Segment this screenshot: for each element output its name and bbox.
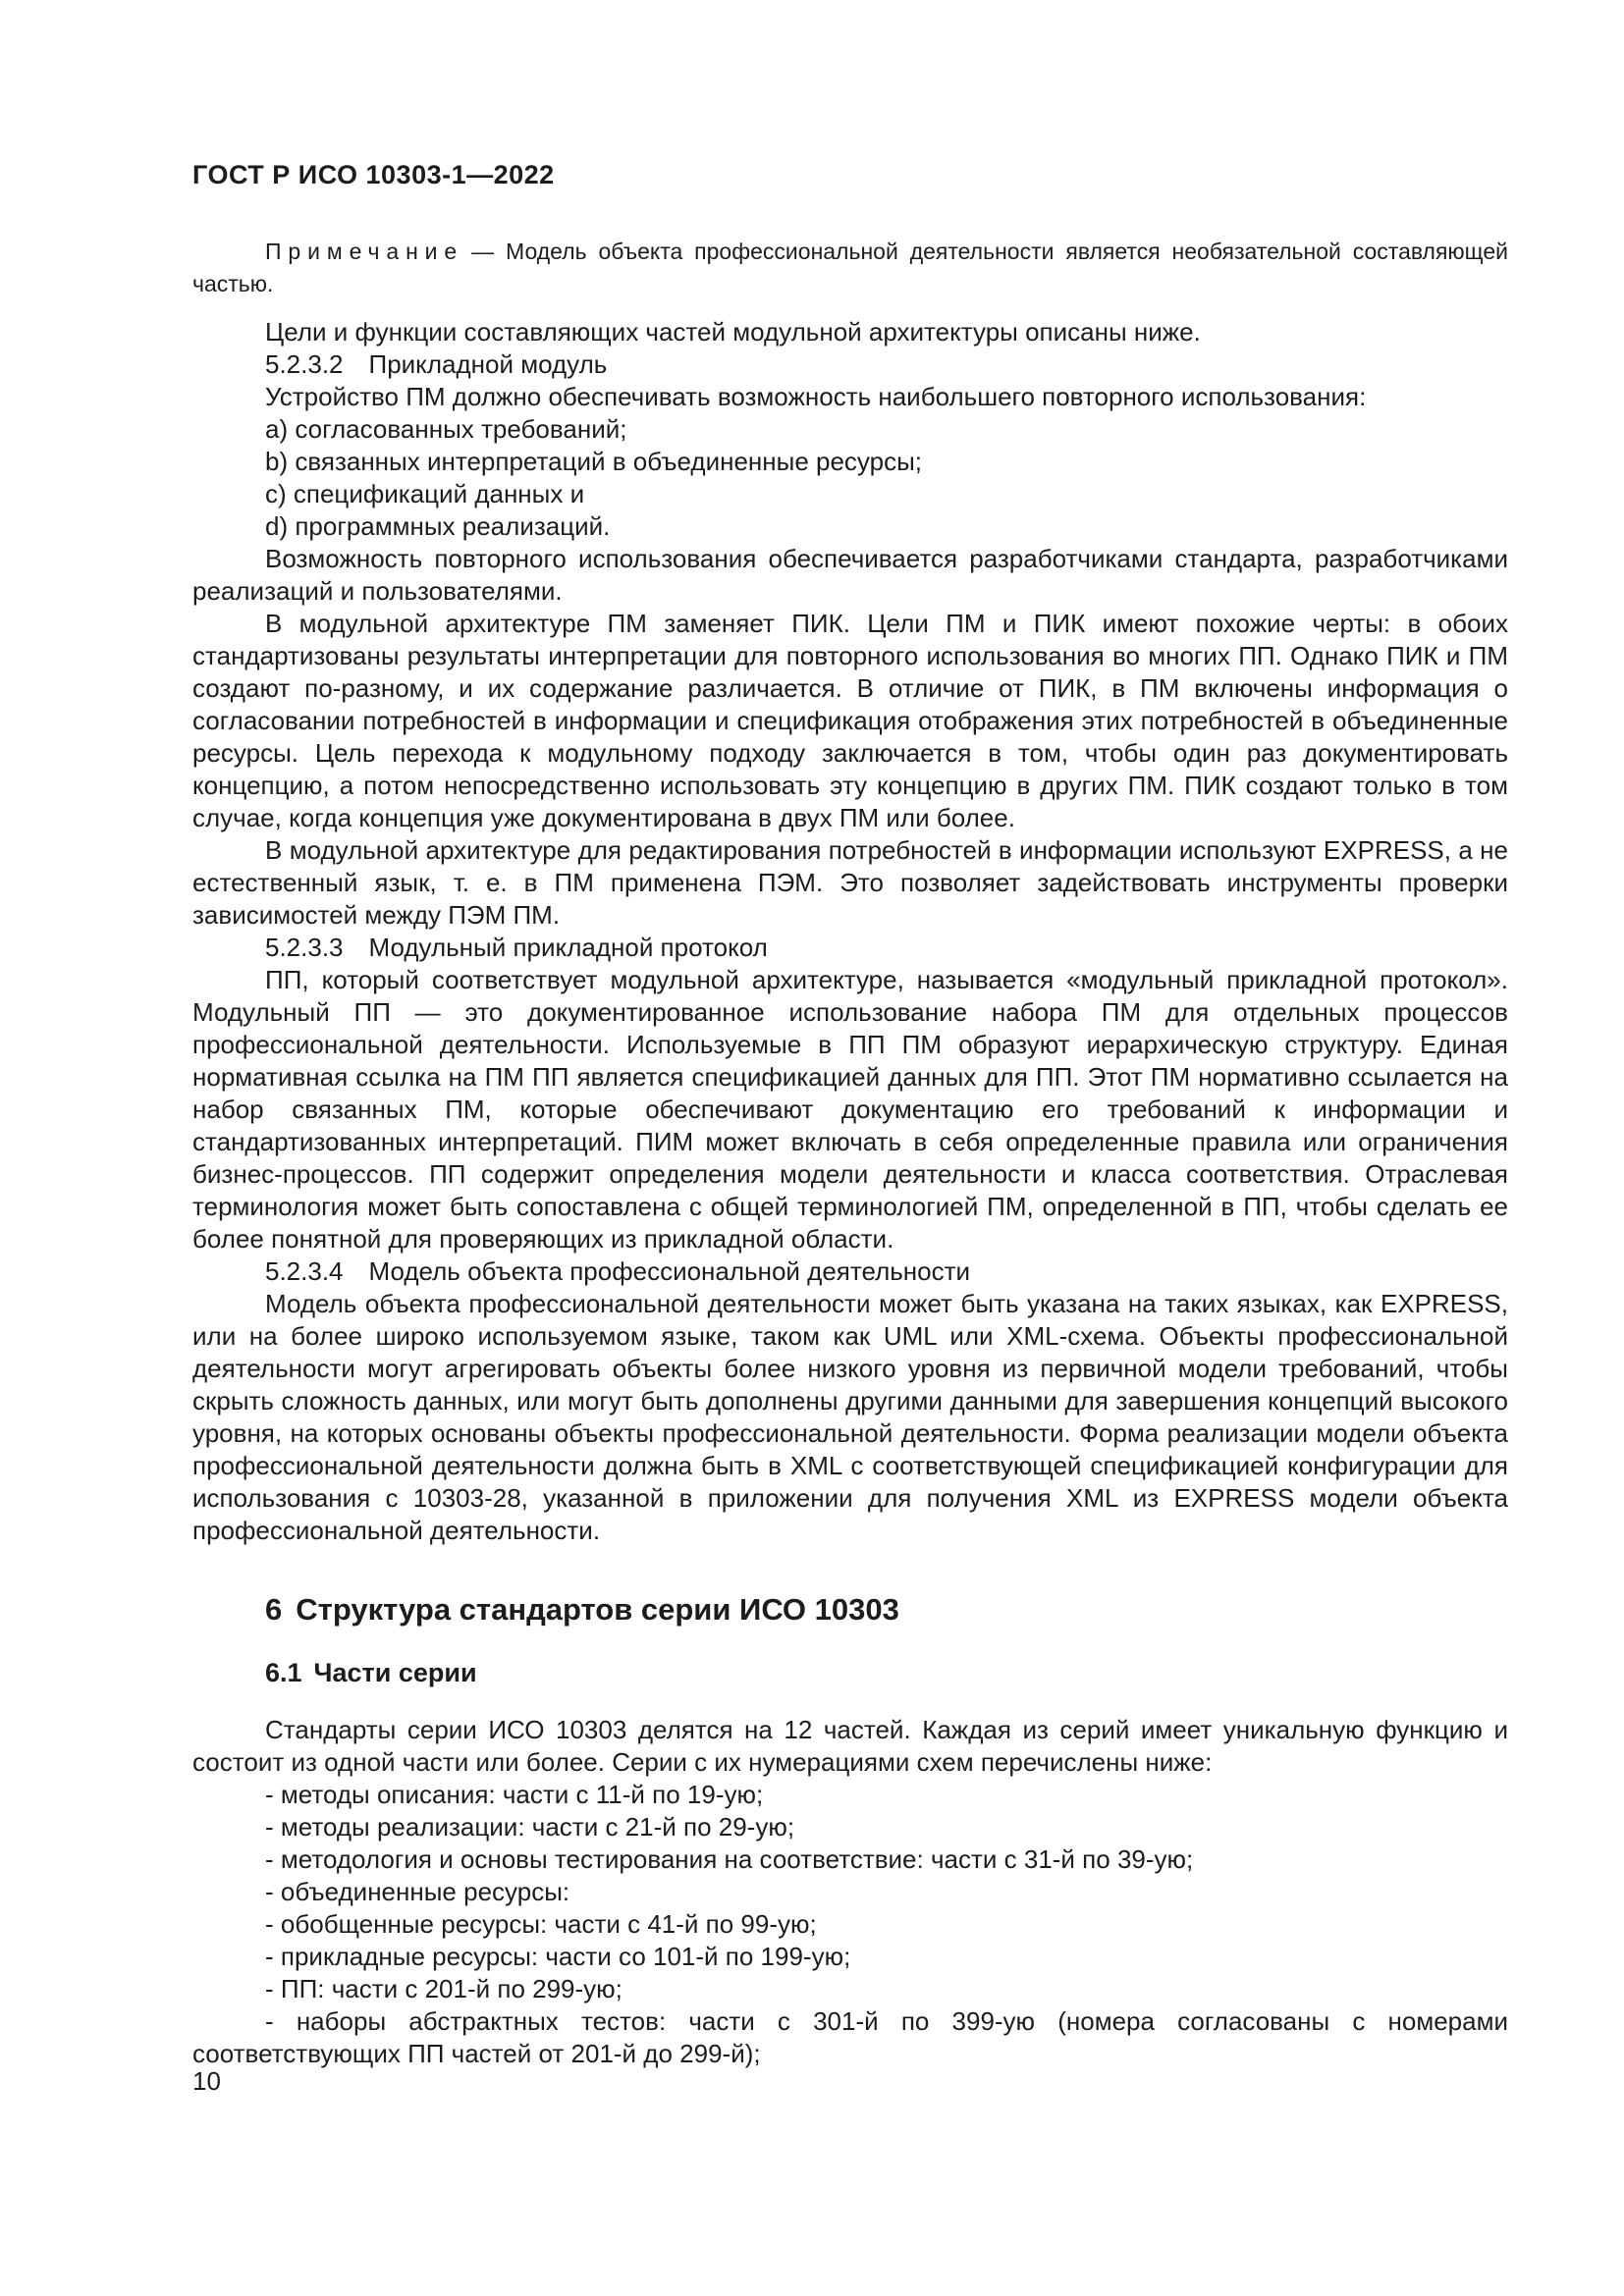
- list-item-d: d) программных реализаций.: [265, 511, 611, 541]
- clause-title: Модель объекта профессиональной деятельности: [368, 1256, 971, 1286]
- paragraph-modular-ap: ПП, который соответствует модульной архитектуре, называется «модульный прикладной протокол». Модульный ПП — это документированное использование набора ПМ для отдельных процессов профессиональной деятельности. Используемые в ПП ПМ образуют иерархическую структуру. Единая нормативная ссылка на ПМ ПП является спецификацией данных для ПП. Этот ПМ нормативно ссылается на набор связанных ПМ, которые обеспечивают документацию его требований к информации и стандартизованных интерпретаций. ПИМ может включать в себя определенные правила или ограничения бизнес-процессов. ПП содержит определения модели деятельности и класса соответствия. Отраслевая терминология может быть сопоставлена с общей терминологией ПМ, определенной в ПП, чтобы сделать ее более понятной для проверяющих из прикладной области.: [192, 965, 1508, 1254]
- list-item-a: a) согласованных требований;: [265, 414, 627, 444]
- paragraph-reuse-providers: Возможность повторного использования обеспечивается разработчиками стандарта, разработчиками реализаций и пользователями.: [192, 544, 1508, 606]
- list-item-implementation-methods: - методы реализации: части с 21-й по 29-ую;: [265, 1812, 795, 1842]
- clause-number: 5.2.3.4: [265, 1256, 344, 1286]
- list-item-c: c) спецификаций данных и: [265, 479, 585, 508]
- subsection-heading-6-1: [192, 1657, 1508, 1688]
- list-item-ap: - ПП: части с 201-й по 299-ую;: [265, 1974, 623, 2003]
- paragraph-pm-reuse: Устройство ПМ должно обеспечивать возможность наибольшего повторного использования:: [265, 382, 1367, 411]
- list-item-generic-resources: - обобщенные ресурсы: части с 41-й по 99-ую;: [265, 1909, 817, 1939]
- list-item-application-resources: - прикладные ресурсы: части со 101-й по 199-ую;: [265, 1942, 851, 1971]
- page-number: 10: [192, 2066, 221, 2096]
- running-header: ГОСТ Р ИСО 10303-1—2022: [192, 160, 555, 189]
- list-item-integrated-resources: - объединенные ресурсы:: [265, 1877, 570, 1906]
- list-item-conformance-testing: - методология и основы тестирования на соответствие: части с 31-й по 39-ую;: [265, 1844, 1194, 1874]
- section-number: 6: [265, 1592, 283, 1627]
- clause-heading-5-2-3-3: [192, 932, 1508, 964]
- section-title: Структура стандартов серии ИСО 10303: [296, 1592, 899, 1627]
- clause-heading-5-2-3-2: [192, 348, 1508, 381]
- note-label: Примечание: [265, 239, 464, 264]
- note-text: — Модель объекта профессиональной деятельности является необязательной составляющей частью.: [192, 239, 1508, 296]
- list-item-description-methods: - методы описания: части с 11-й по 19-ую;: [265, 1780, 764, 1809]
- subsection-number: 6.1: [265, 1658, 302, 1687]
- subsection-title: Части серии: [313, 1658, 477, 1687]
- clause-number: 5.2.3.2: [265, 349, 344, 379]
- clause-number: 5.2.3.3: [265, 933, 344, 962]
- paragraph-series-parts: Стандарты серии ИСО 10303 делятся на 12 частей. Каждая из серий имеет уникальную функцию и состоит из одной части или более. Серии с их нумерациями схем перечислены ниже:: [192, 1715, 1508, 1777]
- clause-title: Модульный прикладной протокол: [368, 933, 768, 962]
- section-heading-6: [192, 1592, 1508, 1628]
- list-item-b: b) связанных интерпретаций в объединенные ресурсы;: [265, 447, 923, 476]
- clause-title: Прикладной модуль: [368, 349, 608, 379]
- note-paragraph: [192, 236, 1508, 300]
- paragraph-business-object-model: Модель объекта профессиональной деятельности может быть указана на таких языках, как EXPRESS, или на более широко используемом языке, таком как UML или XML-схема. Объекты профессиональной деятельности могут агрегировать объекты более низкого уровня из первичной модели требований, чтобы скрыть сложность данных, или могут быть дополнены другими данными для завершения концепций высокого уровня, на которых основаны объекты профессиональной деятельности. Форма реализации модели объекта профессиональной деятельности должна быть в XML с соответствующей спецификацией конфигурации для использования с 10303-28, указанной в приложении для получения XML из EXPRESS модели объекта профессиональной деятельности.: [192, 1289, 1508, 1545]
- clause-heading-5-2-3-4: [192, 1255, 1508, 1288]
- paragraph-goals: Цели и функции составляющих частей модульной архитектуры описаны ниже.: [265, 317, 1201, 347]
- paragraph-pm-vs-pik: В модульной архитектуре ПМ заменяет ПИК. Цели ПМ и ПИК имеют похожие черты: в обоих стандартизованы результаты интерпретации для повторного использования во многих ПП. Однако ПИК и ПМ создают по-разному, и их содержание различается. В отличие от ПИК, в ПМ включены информация о согласовании потребностей в информации и спецификация отображения этих потребностей в объединенные ресурсы. Цель перехода к модульному подходу заключается в том, чтобы один раз документировать концепцию, а потом непосредственно использовать эту концепцию в других ПМ. ПИК создают только в том случае, когда концепция уже документирована в двух ПМ или более.: [192, 609, 1508, 832]
- paragraph-express-pem: В модульной архитектуре для редактирования потребностей в информации используют EXPRESS, а не естественный язык, т. е. в ПМ применена ПЭМ. Это позволяет задействовать инструменты проверки зависимостей между ПЭМ ПМ.: [192, 835, 1508, 930]
- list-item-abstract-test-suites: - наборы абстрактных тестов: части с 301-й по 399-ую (номера согласованы с номерами соответствующих ПП частей от 201-й до 299-й);: [192, 2006, 1508, 2068]
